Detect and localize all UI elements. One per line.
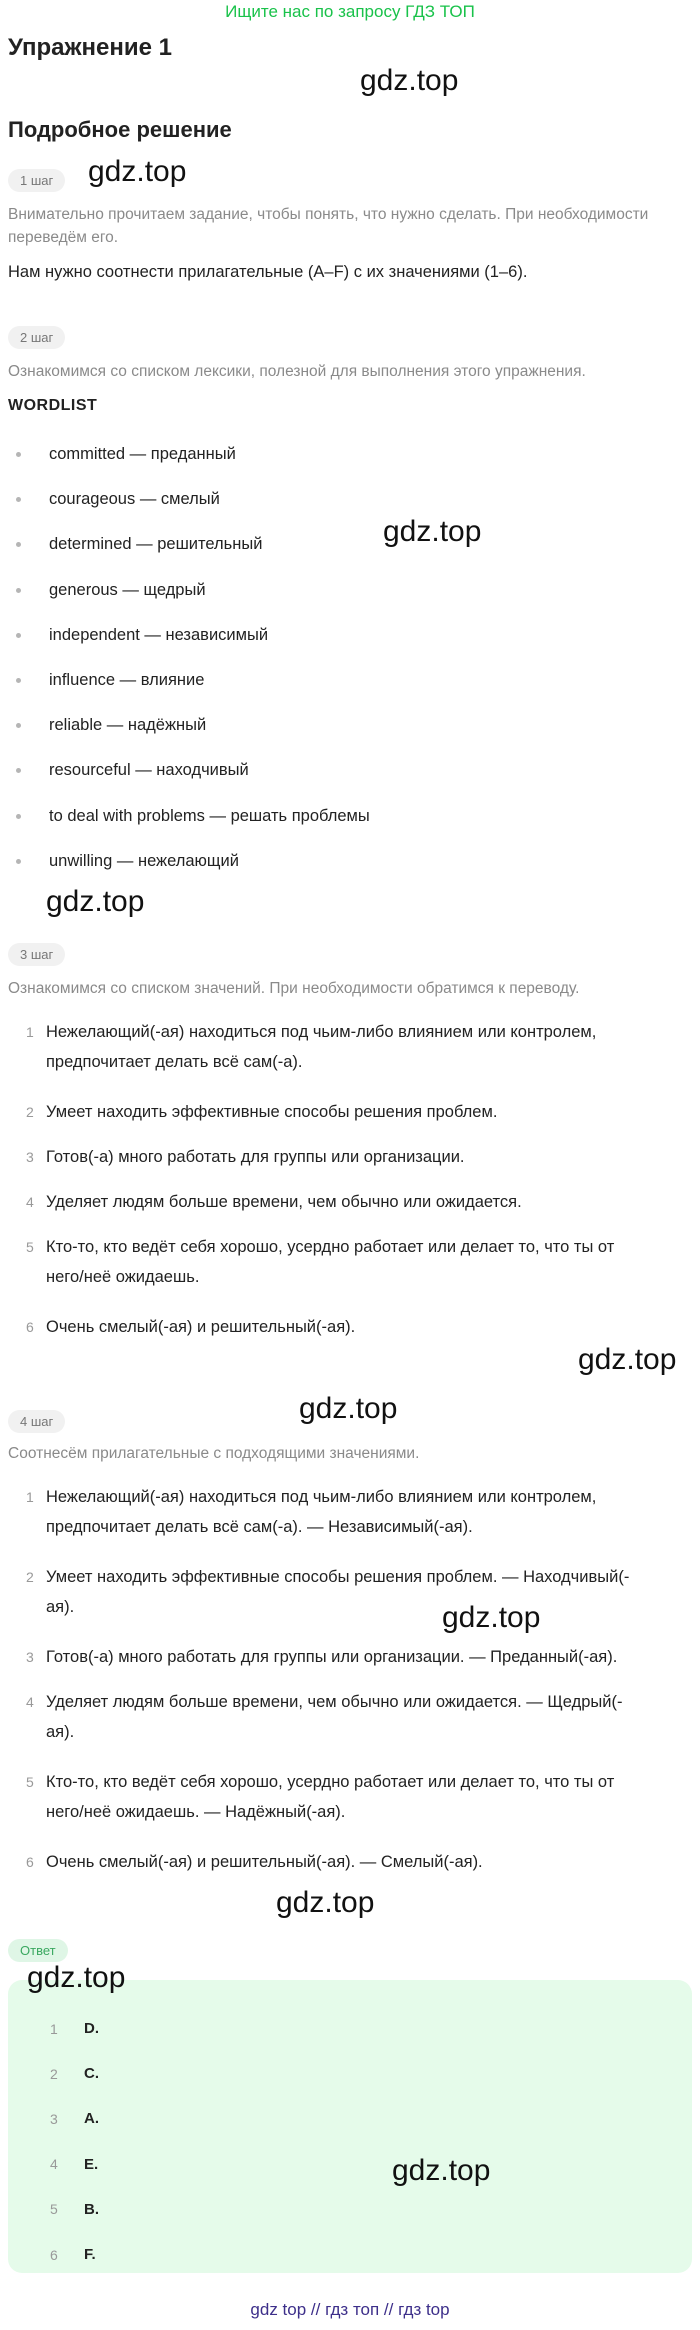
- item-number: 5: [26, 1774, 34, 1790]
- bullet-icon: [16, 814, 21, 819]
- step-3-note: Ознакомимся со списком значений. При необходимости обратимся к переводу.: [8, 980, 580, 997]
- wordlist-title: WORDLIST: [8, 397, 98, 414]
- bullet-icon: [16, 768, 21, 773]
- watermark: gdz.top: [299, 1392, 398, 1425]
- item-number: 5: [26, 1239, 34, 1255]
- answer-number: 1: [50, 2020, 58, 2037]
- answer-number: 6: [50, 2246, 58, 2263]
- answer-item: [38, 2156, 98, 2173]
- wordlist-item: [16, 581, 206, 600]
- numbered-item: [12, 1562, 692, 1622]
- wordlist-item: [16, 716, 206, 735]
- item-number: 2: [26, 1104, 34, 1120]
- item-number: 2: [26, 1569, 34, 1585]
- item-text-line: Уделяет людям больше времени, чем обычно или ожидается. — Щедрый(-: [46, 1693, 623, 1711]
- item-text: [42, 1562, 692, 1622]
- step-4-note: Соотнесём прилагательные с подходящими значениями.: [8, 1445, 420, 1462]
- answer-value: C.: [84, 2065, 99, 2083]
- item-text: [42, 1097, 692, 1127]
- numbered-item: [12, 1187, 692, 1217]
- item-text: [42, 1687, 692, 1747]
- numbered-item: [12, 1097, 692, 1127]
- item-text-line: ая).: [46, 1723, 75, 1741]
- item-text-line: Умеет находить эффективные способы решения проблем. — Находчивый(-: [46, 1568, 630, 1586]
- wordlist-item-text: courageous — смелый: [49, 490, 220, 509]
- step-1-note: Внимательно прочитаем задание, чтобы понять, что нужно сделать. При необходимости переведём его.: [8, 206, 649, 246]
- wordlist-item-text: influence — влияние: [49, 671, 205, 689]
- item-text-line: Нежелающий(-ая) находиться под чьим-либо влиянием или контролем,: [46, 1488, 597, 1506]
- watermark: gdz.top: [276, 1886, 375, 1919]
- footer-links[interactable]: gdz top // гдз топ // гдз top: [250, 2300, 450, 2319]
- item-number: 3: [26, 1649, 34, 1665]
- item-text-line: Кто-то, кто ведёт себя хорошо, усердно работает или делает то, что ты от: [46, 1238, 615, 1256]
- answer-number: 3: [50, 2110, 58, 2127]
- item-number: 6: [26, 1854, 34, 1870]
- numbered-item: [12, 1232, 692, 1292]
- answer-item: [38, 2110, 99, 2127]
- wordlist-item-text: independent — независимый: [49, 625, 269, 644]
- watermark: gdz.top: [383, 515, 482, 548]
- wordlist-item: [16, 626, 268, 645]
- item-text-line: Нежелающий(-ая) находиться под чьим-либо влиянием или контролем,: [46, 1023, 597, 1041]
- wordlist-item: [16, 490, 220, 509]
- answer-item: [38, 2020, 99, 2037]
- item-text: [42, 1847, 692, 1877]
- numbered-item: [12, 1482, 692, 1542]
- answer-number: 4: [50, 2156, 58, 2173]
- answer-value: A.: [84, 2110, 99, 2128]
- item-number: 6: [26, 1319, 34, 1335]
- wordlist-item-text: resourceful — находчивый: [49, 761, 249, 780]
- item-text-line: Готов(-а) много работать для группы или организации.: [46, 1148, 465, 1166]
- item-number: 1: [26, 1489, 34, 1505]
- item-text: [42, 1187, 692, 1217]
- numbered-item: [12, 1687, 692, 1747]
- wordlist-item-text: determined — решительный: [49, 535, 263, 554]
- step-3-badge: 3 шаг: [8, 943, 65, 966]
- item-text-line: предпочитает делать всё сам(-а).: [46, 1053, 303, 1071]
- wordlist-item: [16, 671, 204, 690]
- wordlist-item: [16, 807, 370, 826]
- wordlist-item-text: reliable — надёжный: [49, 716, 207, 735]
- bullet-icon: [16, 678, 21, 683]
- answer-number: 5: [50, 2201, 58, 2218]
- step-1-badge: 1 шаг: [8, 169, 65, 192]
- bullet-icon: [16, 542, 21, 547]
- numbered-item: [12, 1642, 692, 1672]
- numbered-item: [12, 1312, 692, 1342]
- item-number: 4: [26, 1194, 34, 1210]
- item-text-line: него/неё ожидаешь. — Надёжный(-ая).: [46, 1803, 346, 1821]
- item-text-line: Уделяет людям больше времени, чем обычно или ожидается.: [46, 1193, 522, 1211]
- wordlist-item-text: to deal with problems — решать проблемы: [49, 806, 370, 825]
- wordlist-item-text: unwilling — нежелающий: [49, 851, 239, 870]
- item-text-line: ая).: [46, 1598, 75, 1616]
- numbered-item: [12, 1142, 692, 1172]
- top-banner[interactable]: Ищите нас по запросу ГДЗ ТОП: [225, 2, 475, 21]
- section-title: Подробное решение: [8, 117, 232, 142]
- watermark: gdz.top: [27, 1961, 126, 1994]
- bullet-icon: [16, 497, 21, 502]
- answer-box: [8, 1980, 692, 2273]
- bullet-icon: [16, 588, 21, 593]
- wordlist-item: [16, 535, 262, 554]
- answer-value: B.: [84, 2200, 99, 2218]
- answer-item: [38, 2246, 96, 2263]
- item-text-line: Очень смелый(-ая) и решительный(-ая). — Смелый(-ая).: [46, 1853, 483, 1871]
- item-text-line: Кто-то, кто ведёт себя хорошо, усердно работает или делает то, что ты от: [46, 1773, 615, 1791]
- item-text: [42, 1312, 692, 1342]
- watermark: gdz.top: [88, 155, 187, 188]
- bullet-icon: [16, 723, 21, 728]
- item-text: [42, 1232, 692, 1292]
- step-2-note: Ознакомимся со списком лексики, полезной для выполнения этого упражнения.: [8, 363, 586, 380]
- numbered-item: [12, 1767, 692, 1827]
- item-number: 3: [26, 1149, 34, 1165]
- step-4-badge: 4 шаг: [8, 1410, 65, 1433]
- answer-number: 2: [50, 2065, 58, 2082]
- item-text: [42, 1482, 692, 1542]
- wordlist-item-text: generous — щедрый: [49, 580, 206, 599]
- item-text: [42, 1642, 692, 1672]
- answer-item: [38, 2201, 99, 2218]
- item-text-line: предпочитает делать всё сам(-а). — Независимый(-ая).: [46, 1518, 473, 1536]
- watermark: gdz.top: [46, 885, 145, 918]
- answer-item: [38, 2065, 99, 2082]
- answer-badge: Ответ: [8, 1939, 68, 1962]
- wordlist-item: [16, 852, 239, 871]
- bullet-icon: [16, 452, 21, 457]
- page-title: Упражнение 1: [8, 34, 172, 61]
- item-text-line: Готов(-а) много работать для группы или организации. — Преданный(-ая).: [46, 1648, 618, 1666]
- answer-value: F.: [84, 2246, 96, 2263]
- item-text-line: Очень смелый(-ая) и решительный(-ая).: [46, 1318, 356, 1336]
- watermark: gdz.top: [392, 2154, 491, 2187]
- numbered-item: [12, 1847, 692, 1877]
- bullet-icon: [16, 633, 21, 638]
- item-text: [42, 1767, 692, 1827]
- watermark: gdz.top: [442, 1601, 541, 1634]
- item-text-line: него/неё ожидаешь.: [46, 1268, 200, 1286]
- item-number: 4: [26, 1694, 34, 1710]
- answer-value: D.: [84, 2020, 99, 2037]
- item-text: [42, 1017, 692, 1077]
- step-1-text: Нам нужно соотнести прилагательные (A–F) с их значениями (1–6).: [8, 263, 528, 281]
- wordlist-item-text: committed — преданный: [49, 445, 236, 463]
- watermark: gdz.top: [360, 64, 459, 97]
- wordlist-item: [16, 761, 249, 780]
- item-number: 1: [26, 1024, 34, 1040]
- numbered-item: [12, 1017, 692, 1077]
- wordlist-item: [16, 445, 236, 464]
- step-2-badge: 2 шаг: [8, 326, 65, 349]
- watermark: gdz.top: [578, 1343, 677, 1376]
- bullet-icon: [16, 859, 21, 864]
- item-text: [42, 1142, 692, 1172]
- answer-value: E.: [84, 2155, 99, 2173]
- item-text-line: Умеет находить эффективные способы решения проблем.: [46, 1103, 498, 1121]
